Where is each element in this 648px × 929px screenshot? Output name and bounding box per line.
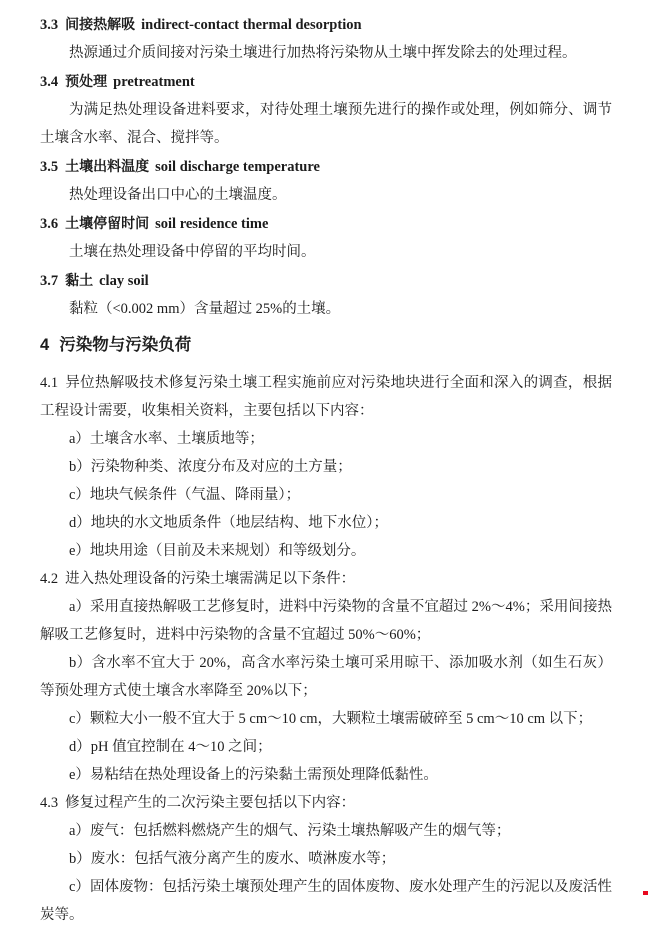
term-number: 3.3 (40, 17, 59, 33)
list-item: a）废气：包括燃料燃烧产生的烟气、污染土壤热解吸产生的烟气等； (69, 823, 511, 839)
clause-4-3 (40, 789, 612, 929)
term-definition-text: 热源通过介质间接对污染土壤进行加热将污染物从土壤中挥发除去的处理过程。 (69, 45, 577, 61)
clause-4-2 (40, 565, 612, 789)
term-heading (40, 266, 612, 295)
list-item: a）土壤含水率、土壤质地等； (69, 431, 264, 447)
clause-text (40, 565, 612, 593)
term-number: 3.4 (40, 74, 59, 90)
list-item: a）采用直接热解吸工艺修复时，进料中污染物的含量不宜超过 2%～4%；采用间接热解吸工艺修复时，进料中污染物的含量不宜超过 50%～60%； (40, 599, 612, 643)
section-number: 4 (40, 336, 50, 354)
list-item: c）颗粒大小一般不宜大于 5 cm～10 cm，大颗粒土壤需破碎至 5 cm～10 cm 以下； (69, 711, 593, 727)
term-definition-text: 为满足热处理设备进料要求，对待处理土壤预先进行的操作或处理，例如筛分、调节土壤含水率、混合、搅拌等。 (40, 102, 612, 146)
term-heading (40, 10, 612, 39)
document-page (40, 10, 612, 929)
term-name-en: pretreatment (113, 74, 195, 90)
term-name-en: indirect-contact thermal desorption (141, 17, 362, 33)
clause-body: 进入热处理设备的污染土壤需满足以下条件： (65, 571, 356, 587)
list-item: e）易粘结在热处理设备上的污染黏土需预处理降低黏性。 (69, 767, 438, 783)
term-definition-3-7 (40, 266, 612, 323)
term-definition-text: 土壤在热处理设备中停留的平均时间。 (69, 244, 316, 260)
clause-text (40, 789, 612, 817)
list-item: d）pH 值宜控制在 4～10 之间； (69, 739, 272, 755)
list-item: c）固体废物：包括污染土壤预处理产生的固体废物、废水处理产生的污泥以及废活性炭等。 (40, 879, 612, 923)
clause-body: 修复过程产生的二次污染主要包括以下内容： (65, 795, 356, 811)
clause-number: 4.3 (40, 795, 59, 811)
term-definition-3-6 (40, 209, 612, 266)
term-name-en: clay soil (99, 273, 149, 289)
list-item: d）地块的水文地质条件（地层结构、地下水位）； (69, 515, 388, 531)
term-definition-3-5 (40, 152, 612, 209)
clause-text (40, 369, 612, 425)
term-name-cn: 预处理 (65, 73, 108, 89)
clause-body: 异位热解吸技术修复污染土壤工程实施前应对污染地块进行全面和深入的调查，根据工程设计需要，收集相关资料，主要包括以下内容： (40, 375, 612, 419)
term-number: 3.7 (40, 273, 59, 289)
list-item: c）地块气候条件（气温、降雨量）； (69, 487, 301, 503)
term-name-cn: 土壤出料温度 (65, 158, 150, 174)
term-name-en: soil discharge temperature (155, 159, 320, 175)
clause-number: 4.1 (40, 375, 59, 391)
term-definition-text: 黏粒（<0.002 mm）含量超过 25%的土壤。 (69, 301, 341, 317)
list-item: e）地块用途（目前及未来规划）和等级划分。 (69, 543, 366, 559)
list-item: b）污染物种类、浓度分布及对应的土方量； (69, 459, 352, 475)
term-number: 3.6 (40, 216, 59, 232)
term-definition-3-4 (40, 67, 612, 152)
term-heading (40, 152, 612, 181)
term-definition-text: 热处理设备出口中心的土壤温度。 (69, 187, 287, 203)
list-item: b）废水：包括气液分离产生的废水、喷淋废水等； (69, 851, 396, 867)
term-name-cn: 间接热解吸 (65, 16, 136, 32)
term-name-cn: 土壤停留时间 (65, 215, 150, 231)
section-title: 污染物与污染负荷 (59, 336, 192, 354)
term-number: 3.5 (40, 159, 59, 175)
term-heading (40, 209, 612, 238)
term-heading (40, 67, 612, 96)
list-item: b）含水率不宜大于 20%，高含水率污染土壤可采用晾干、添加吸水剂（如生石灰）等预处理方式使土壤含水率降至 20%以下； (40, 655, 612, 699)
corner-artifact (643, 891, 648, 895)
clause-number: 4.2 (40, 571, 59, 587)
section-heading (40, 330, 612, 360)
clause-4-1 (40, 369, 612, 565)
term-name-en: soil residence time (155, 216, 269, 232)
term-name-cn: 黏土 (65, 272, 94, 288)
term-definition-3-3 (40, 10, 612, 67)
